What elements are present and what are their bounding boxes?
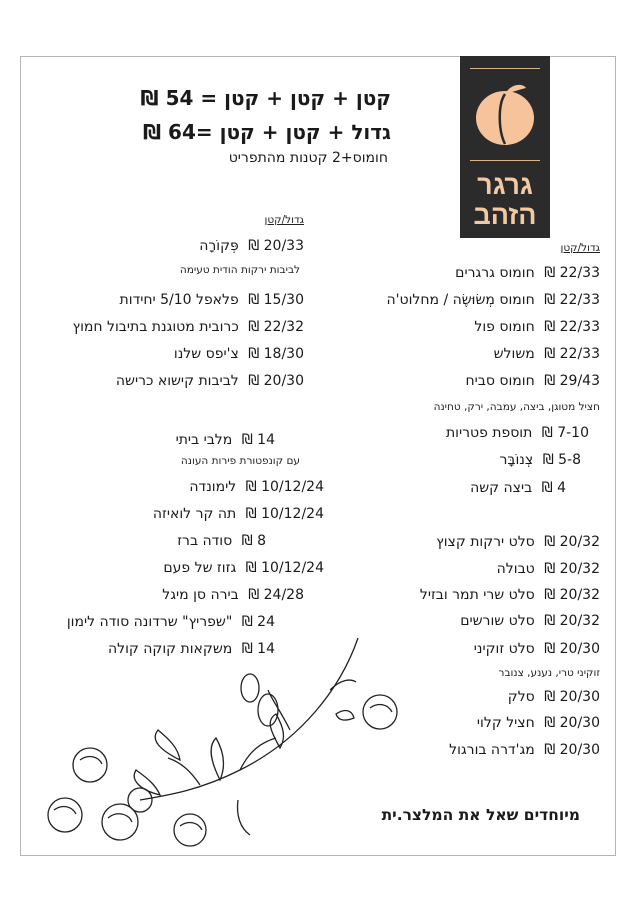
menu-item: 24/28 ₪ בירה סן מיגל: [162, 587, 304, 603]
logo-mid-rule: [470, 160, 540, 161]
menu-item: 24 ₪ "שפריץ" שרדונה סודה לימון: [66, 614, 275, 630]
menu-item: 20/32 ₪ סלט שרי תמר ובזיל: [419, 587, 600, 603]
menu-item: 20/30 ₪ לביבות קישוא כרישה: [115, 373, 304, 389]
menu-item: 29/43 ₪ חומוס סביח: [465, 373, 600, 389]
menu-item: 20/32 ₪ סלט שורשים: [460, 613, 600, 629]
menu-item: 10/12/24 ₪ לימונדה: [189, 479, 324, 495]
size-header-right: גדול/קטן: [560, 242, 600, 254]
menu-item: 4 ₪ ביצה קשה: [470, 480, 566, 496]
menu-item: 20/30 ₪ חציל קלוי: [476, 715, 600, 731]
promo-line-1: קטן + קטן + קטן = 54 ₪: [140, 86, 391, 110]
menu-item: 18/30 ₪ צ'יפס שלנו: [173, 346, 304, 362]
menu-item: 15/30 ₪ פלאפל 5/10 יחידות: [119, 292, 304, 308]
menu-item: 7-10 ₪ תוספת פטריות: [445, 425, 589, 441]
menu-item: 22/33 ₪ חומוס גרגרים: [455, 265, 600, 281]
logo-word-1: גרגר: [477, 170, 533, 200]
menu-item: 20/30 ₪ סלט זוקיני: [473, 641, 600, 657]
menu-item: 5-8 ₪ צְנוֹבָּר: [499, 452, 581, 468]
menu-item: 20/33 ₪ פְּקוֹרָה: [199, 238, 304, 254]
menu-item: 20/32 ₪ טבולה: [496, 561, 600, 577]
size-header-left: גדול/קטן: [264, 214, 304, 226]
menu-item: 20/30 ₪ מג'דרה בורגול: [449, 742, 600, 758]
item-note-malabi: עם קונפטורת פירות העונה: [180, 455, 300, 467]
item-note-zucchini: זוקיני טרי, נענע, צנובר: [498, 667, 600, 679]
peach-icon: [474, 80, 536, 146]
menu-item: 8 ₪ סודה ברז: [177, 533, 266, 549]
logo-word-2: הזהב: [473, 200, 537, 230]
botanical-illustration: [40, 630, 420, 860]
promo-line-3: חומוס+2 קטנות מהתפריט: [228, 150, 388, 166]
logo: [460, 56, 550, 238]
promo-line-2: גדול + קטן + קטן =64 ₪: [142, 120, 391, 144]
menu-item: 22/32 ₪ כרובית מטוגנת בתיבול חמוץ: [72, 319, 304, 335]
menu-item: 14 ₪ משקאות קוקה קולה: [107, 641, 275, 657]
logo-top-rule: [470, 68, 540, 69]
menu-item: 14 ₪ מלבי ביתי: [175, 432, 275, 448]
menu-item: 20/30 ₪ סלק: [507, 689, 600, 705]
menu-item: 10/12/24 ₪ גזוז של פעם: [163, 560, 324, 576]
specials-note: מיוחדים שאל את המלצר.ית: [381, 806, 580, 824]
menu-item: 22/33 ₪ משולש: [493, 346, 600, 362]
menu-item: 22/33 ₪ חומוס מְשׂוּשֶׂה / מחלוט'ה: [386, 292, 600, 308]
item-note-sabich: חציל מטוגן, ביצה, עמבה, ירק, טחינה: [433, 401, 600, 413]
menu-item: 20/32 ₪ סלט ירקות קצוץ: [436, 534, 600, 550]
menu-item: 22/33 ₪ חומוס פול: [474, 319, 600, 335]
item-note-pakora: לביבות ירקות הודית טעימה: [179, 264, 300, 276]
menu-item: 10/12/24 ₪ תה קר לואיזה: [152, 506, 324, 522]
